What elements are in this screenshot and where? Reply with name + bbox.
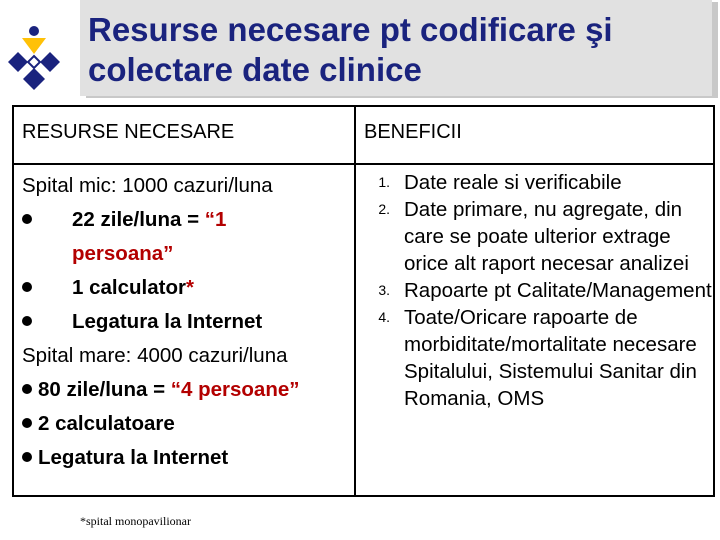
benefit-text: Toate/Oricare rapoarte de morbiditate/mortalitate necesare Spitalului, Sistemului Sanitar din Romania, OMS	[404, 306, 697, 410]
benefits-column	[362, 169, 714, 412]
benefit-number: 3.	[378, 282, 390, 298]
benefit-item	[362, 169, 714, 196]
large-internet-item: Legatura la Internet	[22, 441, 352, 475]
benefit-number: 1.	[378, 174, 390, 190]
column-divider	[354, 107, 356, 495]
benefit-item	[362, 196, 714, 277]
small-days-item: 22 zile/luna = “1	[22, 203, 352, 237]
bullet-icon	[22, 384, 32, 394]
bullet-icon	[22, 452, 32, 462]
bullet-icon	[22, 282, 32, 292]
header-divider	[14, 163, 713, 165]
logo-icon	[4, 22, 74, 94]
large-days-item: 80 zile/luna = “4 persoane”	[22, 373, 352, 407]
bullet-icon	[22, 214, 32, 224]
footnote: *spital monopavilionar	[80, 514, 191, 528]
bullet-icon	[22, 418, 32, 428]
small-computer-item: 1 calculator*	[22, 271, 352, 305]
benefit-text: Date reale si verificabile	[404, 171, 622, 194]
resources-column	[22, 169, 352, 475]
small-hospital-heading: Spital mic: 1000 cazuri/luna	[22, 174, 273, 197]
large-hospital-heading: Spital mare: 4000 cazuri/luna	[22, 344, 288, 367]
resources-table	[12, 105, 715, 497]
header-benefits: BENEFICII	[364, 121, 462, 143]
benefit-number: 4.	[378, 309, 390, 325]
header-resources: RESURSE NECESARE	[22, 121, 235, 143]
benefit-item	[362, 277, 714, 304]
large-computers-item: 2 calculatoare	[22, 407, 352, 441]
benefit-number: 2.	[378, 201, 390, 217]
small-internet-item: Legatura la Internet	[22, 305, 352, 339]
benefit-text: Date primare, nu agregate, din care se poate ulterior extrage orice alt raport necesar analizei	[404, 198, 689, 275]
small-days-continuation: persoana”	[72, 242, 174, 265]
benefit-item	[362, 304, 714, 412]
page-title: Resurse necesare pt codificare şi colectare date clinice	[88, 11, 613, 88]
benefit-text: Rapoarte pt Calitate/Management	[404, 279, 712, 302]
bullet-icon	[22, 316, 32, 326]
